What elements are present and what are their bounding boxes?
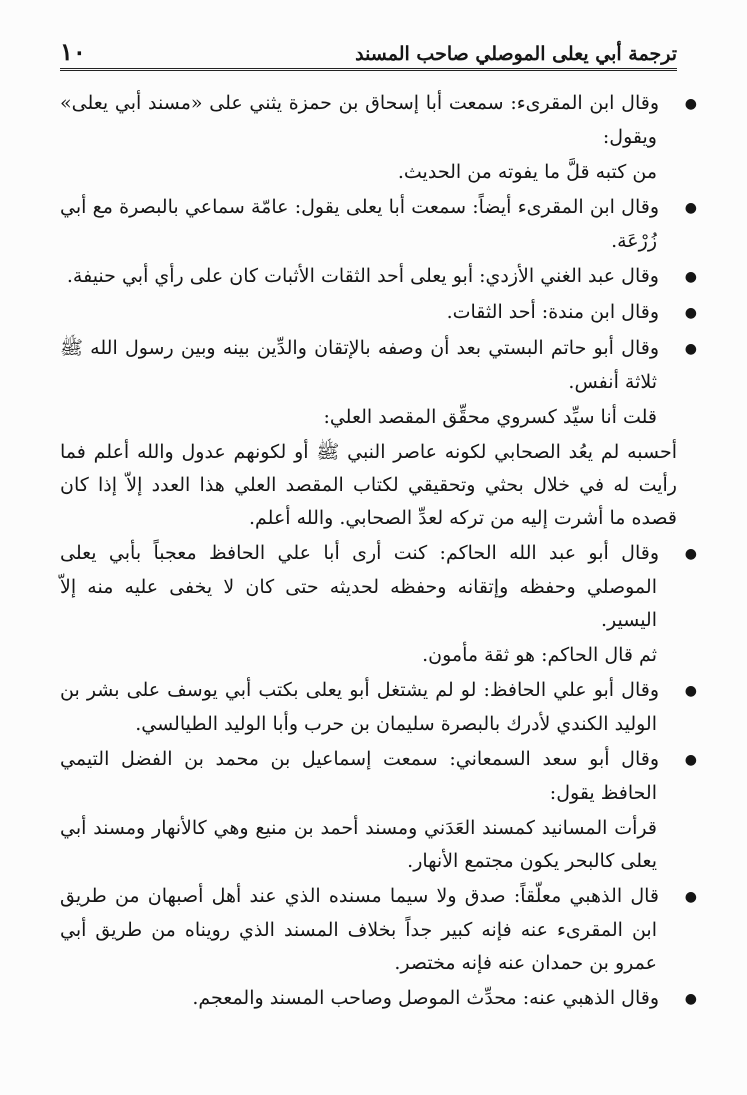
bullet-icon: ● — [684, 200, 697, 216]
bullet-icon: ● — [684, 546, 697, 562]
paragraph — [60, 156, 677, 189]
paragraph — [60, 401, 677, 434]
paragraph-text: من كتبه قلَّ ما يفوته من الحديث. — [397, 161, 657, 183]
bullet-icon: ● — [684, 269, 697, 285]
bullet-icon: ● — [684, 889, 697, 905]
paragraph-text: وقال ابن المقرىء: سمعت أبا إسحاق بن حمزة يثني على «مسند أبي يعلى» ويقول: — [60, 92, 659, 148]
bulleted-paragraph — [60, 87, 697, 154]
paragraph — [60, 436, 677, 535]
paragraph-text: وقال ابن مندة: أحد الثقات. — [446, 301, 659, 323]
paragraph-text: وقال أبو حاتم البستي بعد أن وصفه بالإتقان والدِّين بينه وبين رسول الله ﷺ ثلاثة أنفس. — [60, 337, 659, 393]
paragraph-text: قرأت المسانيد كمسند العَدَني ومسند أحمد بن منيع وهي كالأنهار ومسند أبي يعلى كالبحر يكون مجتمع الأنهار. — [60, 817, 657, 872]
page-number: ١٠ — [60, 37, 86, 66]
paragraph-text: وقال عبد الغني الأزدي: أبو يعلى أحد الثقات الأثبات كان على رأي أبي حنيفة. — [66, 265, 659, 287]
paragraph-text: أحسبه لم يعُد الصحابي لكونه عاصر النبي ﷺ أو لكونهم عدول والله أعلم فما رأيت له في خلال بحثي وتحقيقي لكتاب المقصد العلي هذا العدد إلاّ إذا كان قصده ما أشرت إليه من تركه لعدِّ الصحابي. والله أعلم. — [60, 441, 677, 529]
bulleted-paragraph — [60, 982, 697, 1016]
paragraph — [60, 639, 677, 672]
paragraph-text: وقال الذهبي عنه: محدِّث الموصل وصاحب المسند والمعجم. — [192, 987, 659, 1009]
bulleted-paragraph — [60, 537, 697, 637]
bulleted-paragraph — [60, 674, 697, 741]
paragraph-text: ثم قال الحاكم: هو ثقة مأمون. — [422, 644, 657, 666]
bulleted-paragraph — [60, 743, 697, 810]
bullet-icon: ● — [684, 752, 697, 768]
running-title: ترجمة أبي يعلى الموصلي صاحب المسند — [355, 43, 677, 65]
bullet-icon: ● — [684, 341, 697, 357]
bulleted-paragraph — [60, 191, 697, 258]
page-body — [60, 87, 697, 1016]
paragraph-text: وقال ابن المقرىء أيضاً: سمعت أبا يعلى يقول: عامّة سماعي بالبصرة مع أبي زُرْعَة. — [60, 196, 659, 252]
paragraph-text: قلت أنا سيِّد كسروي محقِّق المقصد العلي: — [323, 406, 657, 428]
bulleted-paragraph — [60, 332, 697, 399]
bullet-icon: ● — [684, 96, 697, 112]
page-header — [60, 37, 677, 71]
bulleted-paragraph — [60, 880, 697, 980]
paragraph — [60, 812, 677, 878]
paragraph-text: وقال أبو عبد الله الحاكم: كنت أرى أبا علي الحافظ معجباً بأبي يعلى الموصلي وحفظه وإتقانه وحفظه لحديثه حتى كان لا يخفى عليه منه إلاّ اليسير. — [60, 542, 659, 631]
paragraph-text: قال الذهبي معلّقاً: صدق ولا سيما مسنده الذي عند أهل أصبهان من طريق ابن المقرىء عنه فإنه كبير جداً بخلاف المسند الذي رويناه من طريق أبي عمرو بن حمدان عنه فإنه مختصر. — [60, 885, 659, 974]
paragraph-text: وقال أبو سعد السمعاني: سمعت إسماعيل بن محمد بن الفضل التيمي الحافظ يقول: — [60, 748, 659, 804]
bulleted-paragraph — [60, 260, 697, 294]
bullet-icon: ● — [684, 991, 697, 1007]
bullet-icon: ● — [684, 305, 697, 321]
bulleted-paragraph — [60, 296, 697, 330]
paragraph-text: وقال أبو علي الحافظ: لو لم يشتغل أبو يعلى بكتب أبي يوسف على بشر بن الوليد الكندي لأدرك بالبصرة سليمان بن حرب وأبا الوليد الطيالسي. — [60, 679, 659, 735]
bullet-icon: ● — [684, 683, 697, 699]
